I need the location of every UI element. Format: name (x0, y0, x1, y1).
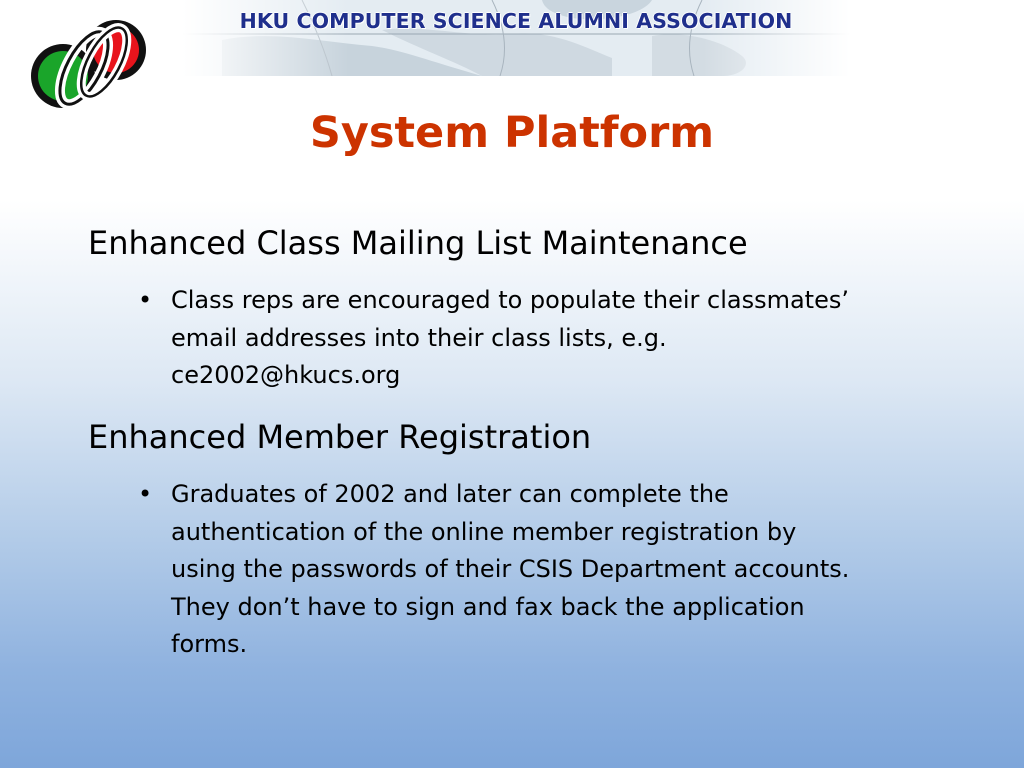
bullet-line: email addresses into their class lists, e.g. (171, 323, 667, 352)
banner-title: HKU COMPUTER SCIENCE ALUMNI ASSOCIATION (239, 9, 793, 33)
bullet-text (171, 476, 968, 664)
bullet-member-registration (138, 476, 968, 664)
bullet-text (171, 282, 968, 395)
logo-rings-icon (24, 14, 154, 118)
bullet-icon: • (138, 286, 153, 314)
page-title: System Platform (309, 108, 715, 158)
section-heading-mailing-list: Enhanced Class Mailing List Maintenance (88, 224, 748, 262)
bullet-line: authentication of the online member registration by (171, 517, 797, 546)
bullet-line: forms. (171, 630, 248, 658)
bullet-line: using the passwords of their CSIS Department accounts. (171, 555, 850, 583)
bullet-line: Class reps are encouraged to populate their classmates’ (171, 286, 849, 314)
association-logo (24, 14, 154, 118)
bullet-line: Graduates of 2002 and later can complete the (171, 480, 729, 508)
bullet-line: They don’t have to sign and fax back the application (171, 592, 805, 621)
header-banner (182, 0, 850, 76)
bullet-icon: • (138, 480, 153, 508)
bullet-mailing-list (138, 282, 968, 395)
bullet-line: ce2002@hkucs.org (171, 361, 401, 389)
section-heading-member-registration: Enhanced Member Registration (88, 418, 592, 456)
